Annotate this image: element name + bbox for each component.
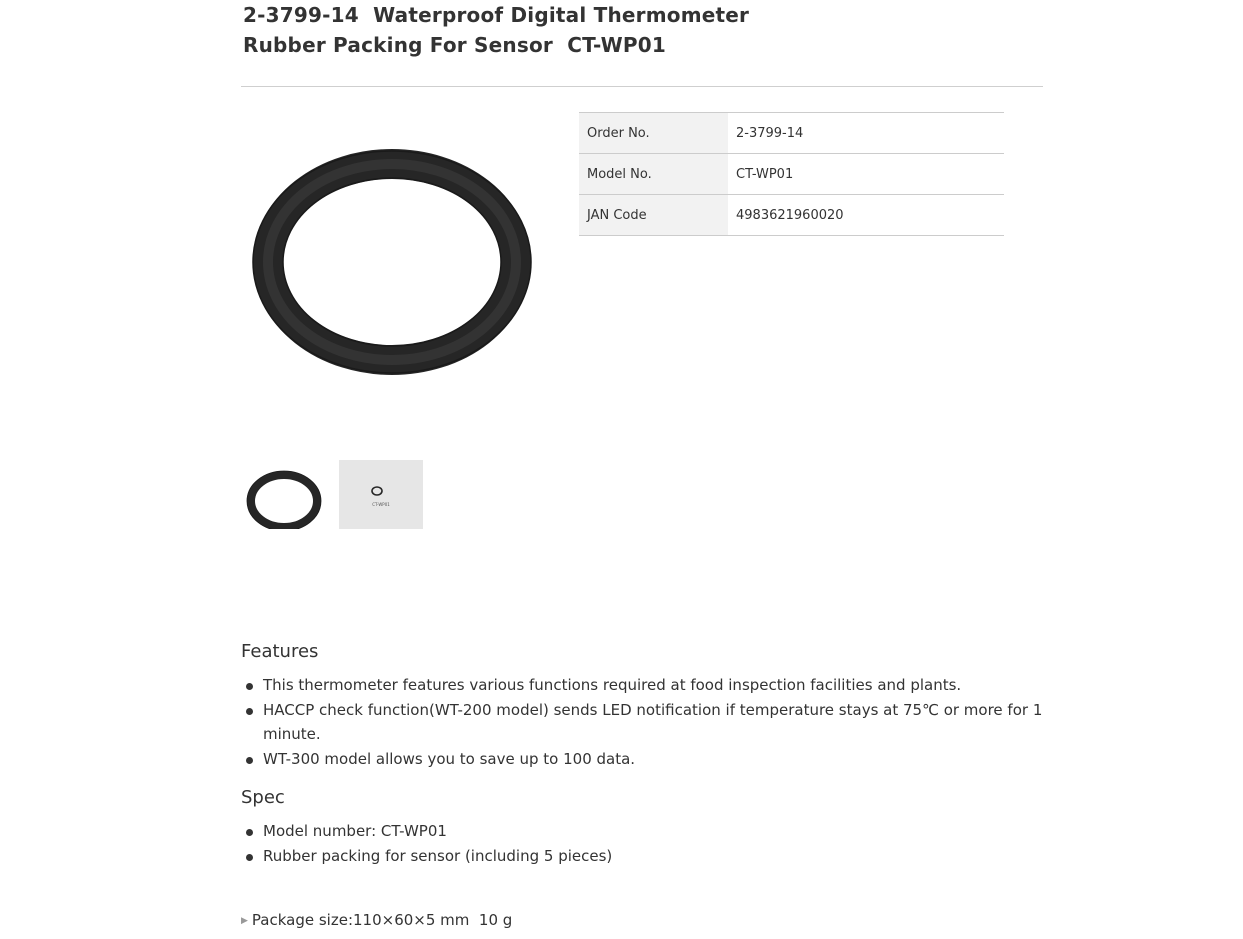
list-item: Model number: CT-WP01 xyxy=(241,819,1051,844)
features-list xyxy=(241,673,1051,771)
jan-code-label: JAN Code xyxy=(579,195,728,236)
triangle-right-icon: ▶ xyxy=(241,916,248,926)
order-no-label: Order No. xyxy=(579,113,728,154)
package-size xyxy=(241,908,512,933)
list-item: WT-300 model allows you to save up to 100 data. xyxy=(241,747,1051,772)
small-o-ring-thumbnail xyxy=(339,460,423,529)
list-item: This thermometer features various functions required at food inspection facilities and plants. xyxy=(241,673,1051,698)
list-item: HACCP check function(WT-200 model) sends LED notification if temperature stays at 75℃ or more for 1 minute. xyxy=(241,698,1051,747)
table-row-order-no xyxy=(579,113,1004,154)
model-no-label: Model No. xyxy=(579,154,728,195)
o-ring-thumbnail xyxy=(241,460,325,529)
o-ring-image xyxy=(241,112,541,412)
product-title-line-1: 2-3799-14 Waterproof Digital Thermometer xyxy=(243,3,750,27)
model-no-value: CT-WP01 xyxy=(728,154,1004,195)
main-product-image xyxy=(241,112,541,412)
product-info-table xyxy=(579,112,1004,236)
thumbnail-size-reference[interactable] xyxy=(339,460,423,529)
spec-list xyxy=(241,819,1051,868)
package-size-text: Package size:110×60×5 mm 10 g xyxy=(251,911,513,929)
product-title-line-2: Rubber Packing For Sensor CT-WP01 xyxy=(243,33,667,57)
thumbnail-caption: CT-WP01 xyxy=(372,502,390,507)
jan-code-value: 4983621960020 xyxy=(728,195,1004,236)
order-no-value: 2-3799-14 xyxy=(728,113,1004,154)
table-row-model-no xyxy=(579,154,1004,195)
thumbnail-o-ring[interactable] xyxy=(241,460,325,529)
spec-heading: Spec xyxy=(241,787,285,808)
title-divider xyxy=(241,86,1043,87)
features-heading: Features xyxy=(241,641,319,662)
list-item: Rubber packing for sensor (including 5 pieces) xyxy=(241,844,1051,869)
table-row-jan-code xyxy=(579,195,1004,236)
product-title xyxy=(243,0,1043,60)
